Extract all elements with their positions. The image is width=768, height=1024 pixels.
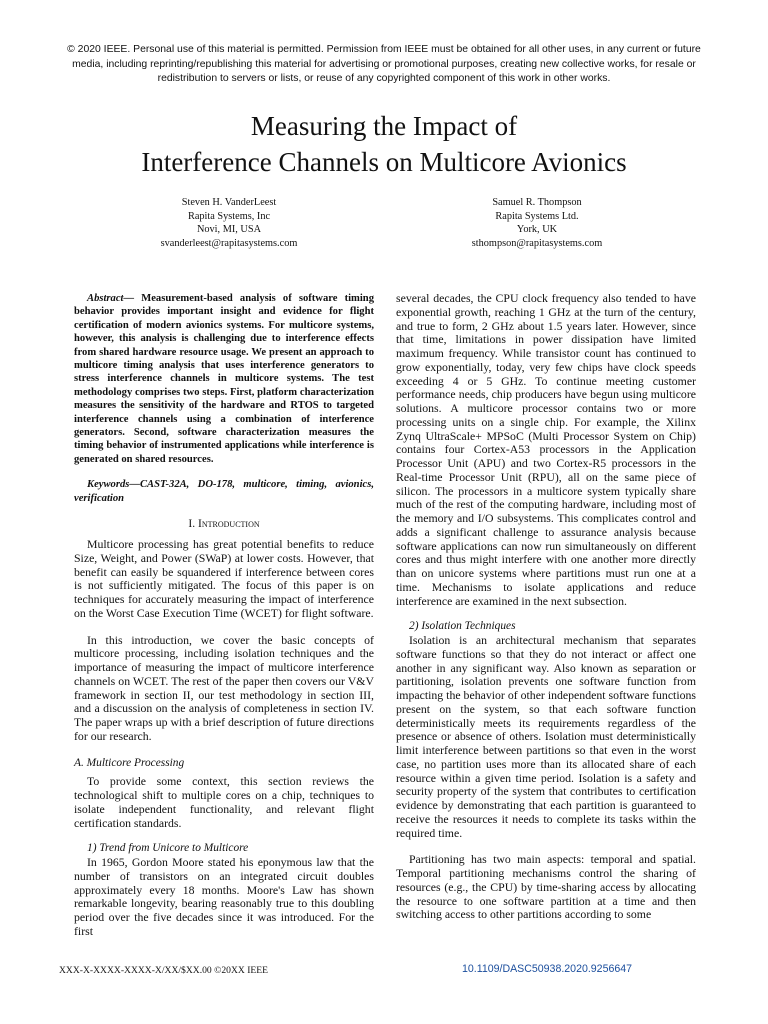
copyright-notice: © 2020 IEEE. Personal use of this material is permitted. Permission from IEEE must be obtained for all other uses, in any current or future media, including reprinting/republishing this material for advertising or promotional purposes, creating new collective works, for resale or redistribution to servers or lists, or reuse of any copyrighted component of this work in other works. [67, 44, 701, 84]
author-name: Samuel R. Thompson [492, 197, 582, 208]
abstract-text: Measurement-based analysis of software timing behavior provides important insight and evidence for flight certification of modern avionics systems. For multicore systems, however, this analysis is challenging due to interference effects from shared hardware resource usage. We present an approach to multicore timing analysis that uses interference generators to stress interference channels in multicore systems. The test methodology comprises two steps. First, platform characterization measures the sensitivity of the hardware and RTOS to targeted interference channels using a combination of interference generators. Second, software characterization measures the timing behavior of instrumented applications while interference is generated on shared resources. [74, 293, 374, 465]
author-email: svanderleest@rapitasystems.com [160, 237, 298, 249]
footer-copyright: XXX-X-XXXX-XXXX-X/XX/$XX.00 ©20XX IEEE [59, 965, 268, 976]
right-column [396, 292, 696, 922]
author-location: Novi, MI, USA [196, 224, 262, 236]
left-column [74, 292, 374, 939]
section-heading-introduction [74, 517, 374, 530]
section-title: Introduction [198, 517, 260, 531]
section-number: I. [188, 517, 196, 531]
keywords: Keywords—CAST-32A, DO-178, multicore, timing, avionics, verification [74, 479, 374, 504]
author-name: Steven H. VanderLeest [181, 197, 277, 208]
subsubsection-heading: 2) Isolation Techniques [409, 620, 516, 633]
author-org: Rapita Systems Ltd. [495, 210, 579, 222]
title-line-2: Interference Channels on Multicore Avionics [141, 147, 627, 177]
doi-link[interactable]: 10.1109/DASC50938.2020.9256647 [462, 963, 633, 975]
author-location: York, UK [516, 224, 558, 236]
title-line-1: Measuring the Impact of [250, 111, 518, 141]
author-block-2 [417, 196, 657, 250]
abstract-label: Abstract— [87, 293, 135, 304]
paragraph: To provide some context, this section reviews the technological shift to multiple cores on a chip, techniques to isolate independent functionality, and relevant flight certification standards. [74, 774, 374, 830]
paragraph: In 1965, Gordon Moore stated his eponymous law that the number of transistors on an integrated circuit doubles approximately every 18 months. Moore's Law has shown remarkable longevity, bearing reasonably true to this doubling period over the five decades since it was introduced. For the first [74, 855, 374, 938]
paragraph: Partitioning has two main aspects: temporal and spatial. Temporal partitioning mechanisms control the sharing of resources (e.g., the CPU) by time-sharing access by allocating the resource to one software partition at a time and then switching access to other partitions according to some [396, 852, 696, 922]
author-block-1 [109, 196, 349, 250]
paragraph: In this introduction, we cover the basic concepts of multicore processing, including isolation techniques and the importance of measuring the impact of multicore interference channels on WCET. The rest of the paper then covers our V&V framework in section II, our test methodology in section III, and a discussion on the analysis of completeness in section IV. The paper wraps up with a brief description of future directions for our research. [74, 632, 374, 743]
paragraph: Multicore processing has great potential benefits to reduce Size, Weight, and Power (SWaP) at lower costs. However, that benefit can easily be squandered if interference between cores is not sufficiently mitigated. The focus of this paper is on techniques for accurately measuring the impact of interference on the Worst Case Execution Time (WCET) for flight software. [74, 537, 374, 620]
author-org: Rapita Systems, Inc [187, 210, 271, 222]
abstract [74, 292, 374, 466]
author-email: sthompson@rapitasystems.com [471, 237, 603, 249]
subsection-heading: A. Multicore Processing [74, 756, 185, 769]
paragraph: several decades, the CPU clock frequency also tended to have exponential growth, reaching 1 GHz at the turn of the century, and true to form, 2 GHz about 1.5 years later. However, since that time, limitations in power dissipation have limited maximum frequency. While transistor count has continued to grow exponentially, today, very few chips have clock speeds exceeding 4 or 5 GHz. To continue meeting customer performance needs, chip producers have begun using multicore solutions. A multicore processor contains two or more processing units on a single chip. For example, the Xilinx Zynq UltraScale+ MPSoC (Multi Processor System on Chip) contains four Cortex-A53 processors in the Application Processor Unit (APU) and two Cortex-R5 processors in the Real-time Processor Unit (RPU), all on the same piece of silicon. The processors in a multicore system typically share much of the rest of the computing hardware, including most of the memory and I/O subsystems. This complicates control and adds a significant challenge to assurance analysis because software applications can now run simultaneously on different cores and thus might interfere with one another more directly than on unicore systems where partitions must run one at a time. Mechanisms to isolate applications and reduce interference are examined in the next subsection. [396, 291, 696, 608]
subsubsection-heading: 1) Trend from Unicore to Multicore [87, 842, 249, 855]
paper-title [60, 108, 708, 180]
paragraph: Isolation is an architectural mechanism that separates software functions so that they do not interact or affect one another in any significant way. Also known as separation or partitioning, isolation prevents one software function from impacting the behavior of other independent software functions present on the system, so that each software function deterministically meets its requirements regardless of the presence or absence of others. Isolation must deterministically limit interference between partitions so that even in the worst case, no partition uses more than its allocated share of each resource within a given time period. Isolation is a safety and security property of the system that contributes to certification evidence by demonstrating that each partition is guaranteed to receive the resources it needs to complete its tasks within the required time. [396, 633, 696, 840]
